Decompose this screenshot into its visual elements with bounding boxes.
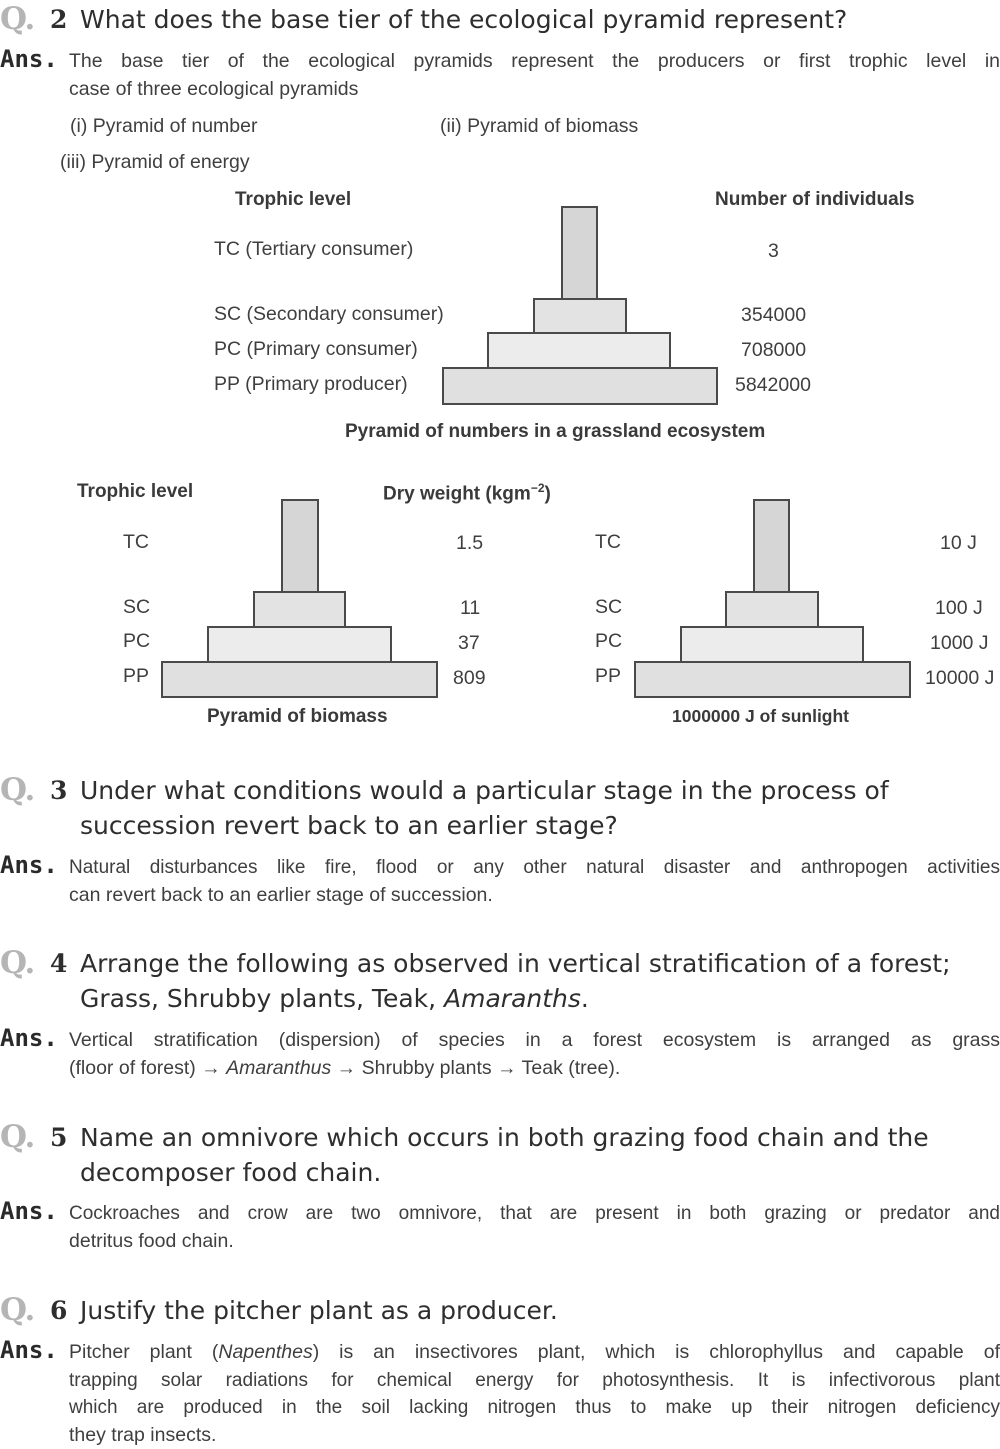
pyramid-tier-pc — [680, 626, 864, 663]
pyramid-tier-sc — [253, 591, 346, 628]
figure-header-trophic-level: Trophic level — [77, 481, 194, 502]
question-line: Arrange the following as observed in vertical stratification of a forest; — [80, 949, 951, 978]
figure-caption: Pyramid of numbers in a grassland ecosystem — [345, 421, 766, 442]
answer-line — [69, 1339, 1000, 1367]
tier-value-pp: 10000 J — [925, 667, 995, 689]
pyramid-tier-tc — [753, 499, 790, 593]
question-text — [80, 773, 1000, 843]
question-2 — [0, 2, 1000, 37]
answer-line: which are produced in the soil lacking nitrogen thus to make up their nitrogen deficiency — [69, 1397, 1000, 1418]
tier-label-tc: TC — [123, 531, 149, 553]
tier-label-pc: PC — [595, 630, 623, 652]
answer-line: case of three ecological pyramids — [69, 77, 359, 100]
answer-text — [69, 1200, 1000, 1255]
answer-label: Ans. — [0, 851, 58, 879]
question-text-part: . — [580, 984, 589, 1013]
answer-species-name: Napenthes — [218, 1341, 313, 1363]
question-5 — [0, 1120, 1000, 1190]
question-species-name: Amaranths — [444, 984, 581, 1013]
pyramid-tier-sc — [533, 298, 627, 334]
question-3 — [0, 773, 1000, 843]
tier-label-sc: SC — [123, 596, 151, 618]
question-4 — [0, 946, 1000, 1016]
answer-3 — [0, 851, 1000, 909]
pyramid-tier-tc — [561, 206, 598, 300]
dry-weight-text: Dry weight (kgm — [383, 483, 531, 505]
answer-line: can revert back to an earlier stage of succession. — [69, 883, 493, 906]
tier-label-pp: PP — [123, 665, 150, 687]
question-line — [80, 981, 1000, 1016]
tier-value-pp: 5842000 — [735, 374, 811, 396]
dry-weight-close: ) — [544, 483, 551, 505]
answer-4 — [0, 1024, 1000, 1082]
figure-header-number-of-individuals: Number of individuals — [715, 189, 915, 210]
question-line: succession revert back to an earlier stage? — [80, 811, 618, 840]
tier-value-pc: 1000 J — [930, 632, 989, 654]
answer-line: Vertical stratification (dispersion) of species in a forest ecosystem is arranged as grass — [69, 1029, 1000, 1051]
question-number: 2 — [50, 5, 68, 34]
tier-label-pc: PC — [123, 630, 151, 652]
answer-2 — [0, 45, 1000, 103]
figure-caption: 1000000 J of sunlight — [672, 706, 850, 726]
figure-header-trophic-level: Trophic level — [235, 189, 352, 210]
question-text — [80, 946, 1000, 1016]
list-item-pyramid-of-biomass: (ii) Pyramid of biomass — [440, 115, 639, 137]
tier-label-sc: SC — [595, 596, 623, 618]
answer-line: trapping solar radiations for chemical energy for photosynthesis. It is infectivorous plant — [69, 1369, 1000, 1391]
list-item-pyramid-of-number: (i) Pyramid of number — [70, 115, 258, 137]
pyramid-tier-pp — [442, 367, 718, 405]
answer-line — [69, 1057, 620, 1079]
question-number: 3 — [50, 776, 68, 805]
question-mark-label: Q. — [0, 1119, 35, 1155]
answer-text — [69, 1027, 1000, 1082]
answer-line: they trap insects. — [69, 1423, 217, 1446]
figure-caption: Pyramid of biomass — [207, 706, 388, 727]
question-number: 4 — [50, 949, 68, 978]
question-text-part: Grass, Shrubby plants, Teak, — [80, 984, 445, 1013]
tier-value-sc: 100 J — [935, 597, 983, 619]
question-mark-label: Q. — [0, 1292, 35, 1328]
question-text: What does the base tier of the ecological pyramid represent? — [80, 5, 848, 34]
question-mark-label: Q. — [0, 1, 35, 37]
pyramid-tier-pp — [634, 661, 911, 698]
figure-header-dry-weight — [383, 481, 551, 505]
answer-species-name: Amaranthus — [226, 1056, 332, 1079]
tier-label-tc: TC — [595, 531, 621, 553]
question-mark-label: Q. — [0, 772, 35, 808]
answer-text — [69, 48, 1000, 103]
pyramid-tier-tc — [281, 499, 319, 593]
answer-text-part: → Shrubby plants → Teak (tree). — [331, 1056, 621, 1079]
answer-line: The base tier of the ecological pyramids represent the producers or first trophic level in — [69, 50, 1000, 72]
answer-text-part: (floor of forest) → — [69, 1056, 227, 1079]
tier-label-tc: TC (Tertiary consumer) — [214, 238, 414, 260]
answer-line: Cockroaches and crow are two omnivore, that are present in both grazing or predator and — [69, 1203, 1000, 1224]
answer-line: detritus food chain. — [69, 1229, 234, 1252]
question-6 — [0, 1293, 1000, 1328]
tier-label-pp: PP (Primary producer) — [214, 373, 408, 395]
answer-text-part: ) is an insectivores plant, which is chlorophyllus and capable of — [312, 1341, 1000, 1363]
question-number: 6 — [50, 1296, 68, 1325]
pyramid-tier-pc — [487, 332, 671, 369]
answer-text-part: Pitcher plant ( — [69, 1341, 219, 1363]
pyramid-tier-sc — [725, 591, 819, 628]
answer-text — [69, 1339, 1000, 1449]
tier-label-pp: PP — [595, 665, 622, 687]
question-text — [80, 1120, 1000, 1190]
answer-line: Natural disturbances like fire, flood or any other natural disaster and anthropogen activities — [69, 857, 1000, 878]
answer-label: Ans. — [0, 1024, 58, 1052]
pyramid-tier-pc — [207, 626, 392, 663]
list-item-pyramid-of-energy: (iii) Pyramid of energy — [60, 151, 250, 173]
answer-label: Ans. — [0, 1197, 58, 1225]
answer-6 — [0, 1336, 1000, 1449]
tier-label-pc: PC (Primary consumer) — [214, 338, 418, 360]
tier-value-tc: 1.5 — [456, 532, 484, 554]
question-line: decomposer food chain. — [80, 1158, 382, 1187]
tier-value-sc: 11 — [460, 597, 481, 619]
question-line: Name an omnivore which occurs in both grazing food chain and the — [80, 1123, 929, 1152]
pyramid-tier-pp — [161, 661, 438, 698]
tier-label-sc: SC (Secondary consumer) — [214, 303, 444, 325]
question-number: 5 — [50, 1123, 68, 1152]
question-text: Justify the pitcher plant as a producer. — [80, 1296, 558, 1325]
question-mark-label: Q. — [0, 945, 35, 981]
question-line: Under what conditions would a particular stage in the process of — [80, 776, 889, 805]
tier-value-sc: 354000 — [741, 304, 807, 326]
answer-label: Ans. — [0, 1336, 58, 1364]
dry-weight-exponent: −2 — [530, 481, 545, 495]
answer-label: Ans. — [0, 45, 58, 73]
tier-value-pc: 708000 — [741, 339, 807, 361]
tier-value-pc: 37 — [458, 632, 480, 654]
tier-value-pp: 809 — [453, 667, 486, 689]
answer-text — [69, 854, 1000, 909]
tier-value-tc: 10 J — [940, 532, 977, 554]
tier-value-tc: 3 — [768, 240, 779, 262]
answer-5 — [0, 1197, 1000, 1255]
